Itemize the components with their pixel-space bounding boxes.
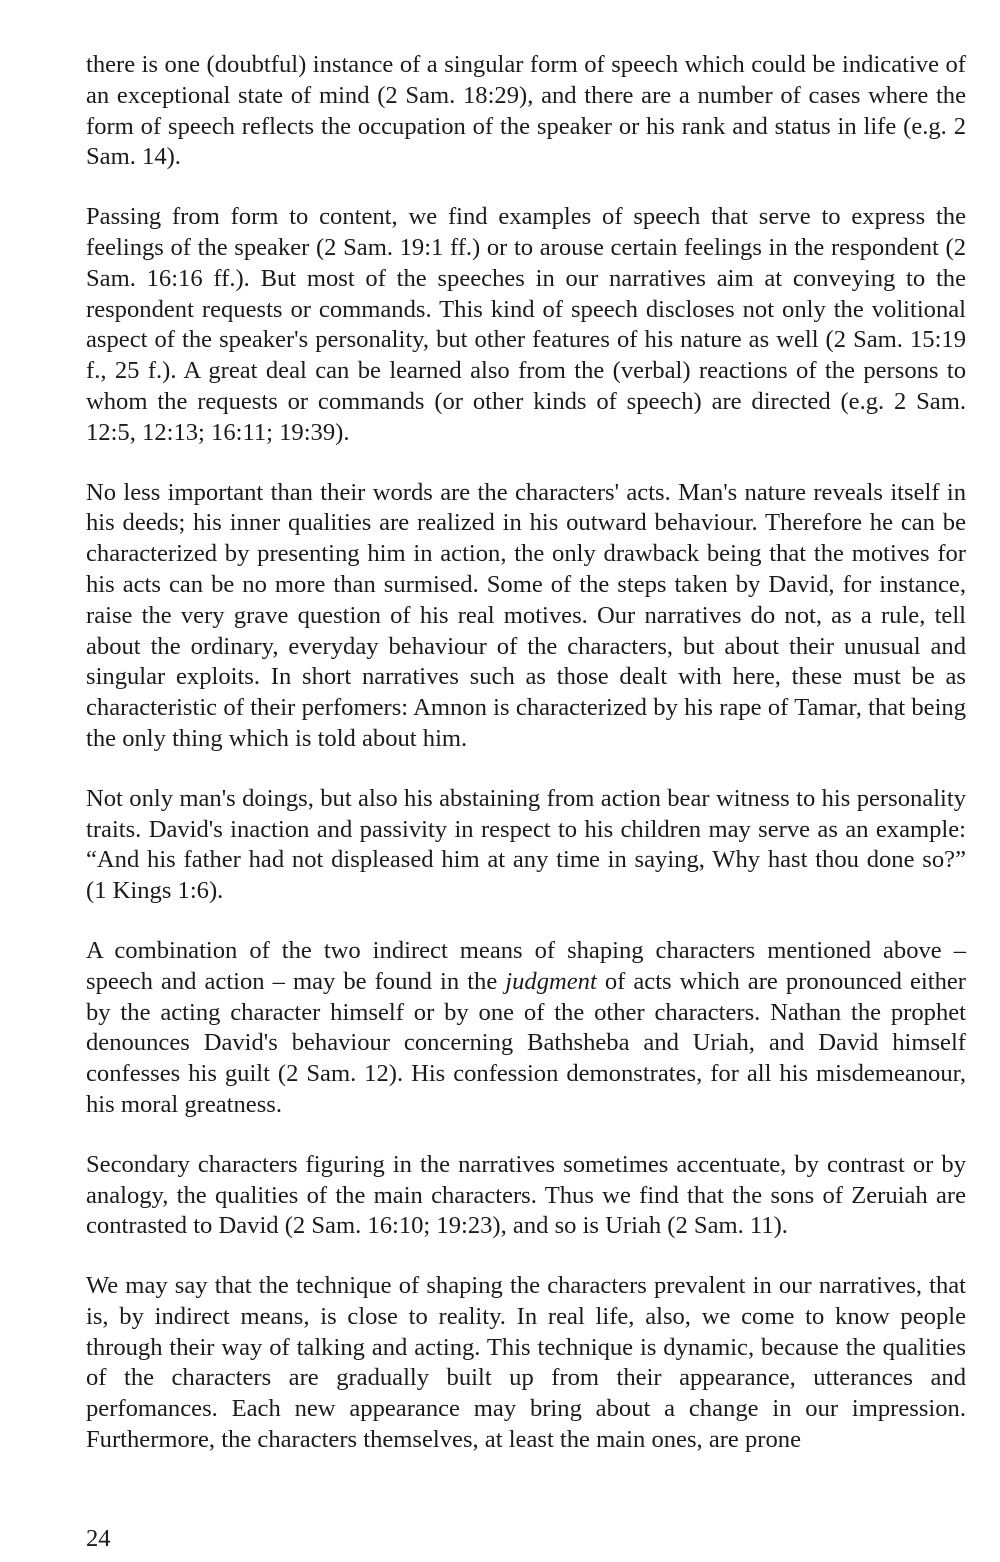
page-body bbox=[86, 50, 966, 1485]
paragraph-judgment bbox=[86, 936, 966, 1121]
judgment-text-before: A combination of the two indirect means of shaping characters mentioned above – speech and action – may be found in the bbox=[86, 936, 966, 995]
judgment-text-after: of acts which are pronounced either by the acting character himself or by one of the other characters. Nathan the prophet denounces David's behaviour concerning Bathsheba and Uriah, and David himself confesses his guilt (2 Sam. 12). His confession demonstrates, for all his misdemeanour, his moral greatness. bbox=[86, 967, 966, 1118]
judgment-emphasis: judgment bbox=[505, 967, 597, 995]
paragraph-speech-content: Passing from form to content, we find examples of speech that serve to express the feelings of the speaker (2 Sam. 19:1 ff.) or to arouse certain feelings in the respondent (2 Sam. 16:16 ff.). But most of the speeches in our narratives aim at conveying to the respondent requests or commands. This kind of speech discloses not only the volitional aspect of the speaker's personality, but other features of his nature as well (2 Sam. 15:19 f., 25 f.). A great deal can be learned also from the (verbal) reactions of the persons to whom the requests or commands (or other kinds of speech) are directed (e.g. 2 Sam. 12:5, 12:13; 16:11; 19:39). bbox=[86, 203, 966, 446]
paragraph-characters-acts: No less important than their words are the characters' acts. Man's nature reveals itself in his deeds; his inner qualities are realized in his outward behaviour. Therefore he can be characterized by presenting him in action, the only drawback being that the motives for his acts can be no more than surmised. Some of the steps taken by David, for instance, raise the very grave question of his real motives. Our narratives do not, as a rule, tell about the ordinary, everyday behaviour of the characters, but about their unusual and singular exploits. In short narratives such as those dealt with here, these must be as characteristic of their perfomers: Amnon is characterized by his rape of Tamar, that being the only thing which is told about him. bbox=[86, 478, 966, 752]
page-number: 24 bbox=[86, 1525, 111, 1552]
paragraph-secondary-characters: Secondary characters figuring in the narratives sometimes accentuate, by contrast or by analogy, the qualities of the main characters. Thus we find that the sons of Zeruiah are contrasted to David (2 Sam. 16:10; 19:23), and so is Uriah (2 Sam. 11). bbox=[86, 1150, 966, 1240]
paragraph-speech-form: there is one (doubtful) instance of a singular form of speech which could be indicative of an exceptional state of mind (2 Sam. 18:29), and there are a number of cases where the form of speech reflects the occupation of the speaker or his rank and status in life (e.g. 2 Sam. 14). bbox=[86, 51, 966, 171]
paragraph-abstaining-action: Not only man's doings, but also his abstaining from action bear witness to his personality traits. David's inaction and passivity in respect to his children may serve as an example: “And his father had not displeased him at any time in saying, Why hast thou done so?” (1 Kings 1:6). bbox=[86, 784, 966, 905]
paragraph-technique: We may say that the technique of shaping the characters prevalent in our narratives, that is, by indirect means, is close to reality. In real life, also, we come to know people through their way of talking and acting. This technique is dynamic, because the qualities of the characters are gradually built up from their appearance, utterances and perfomances. Each new appearance may bring about a change in our impression. Furthermore, the characters themselves, at least the main ones, are prone bbox=[86, 1272, 966, 1454]
